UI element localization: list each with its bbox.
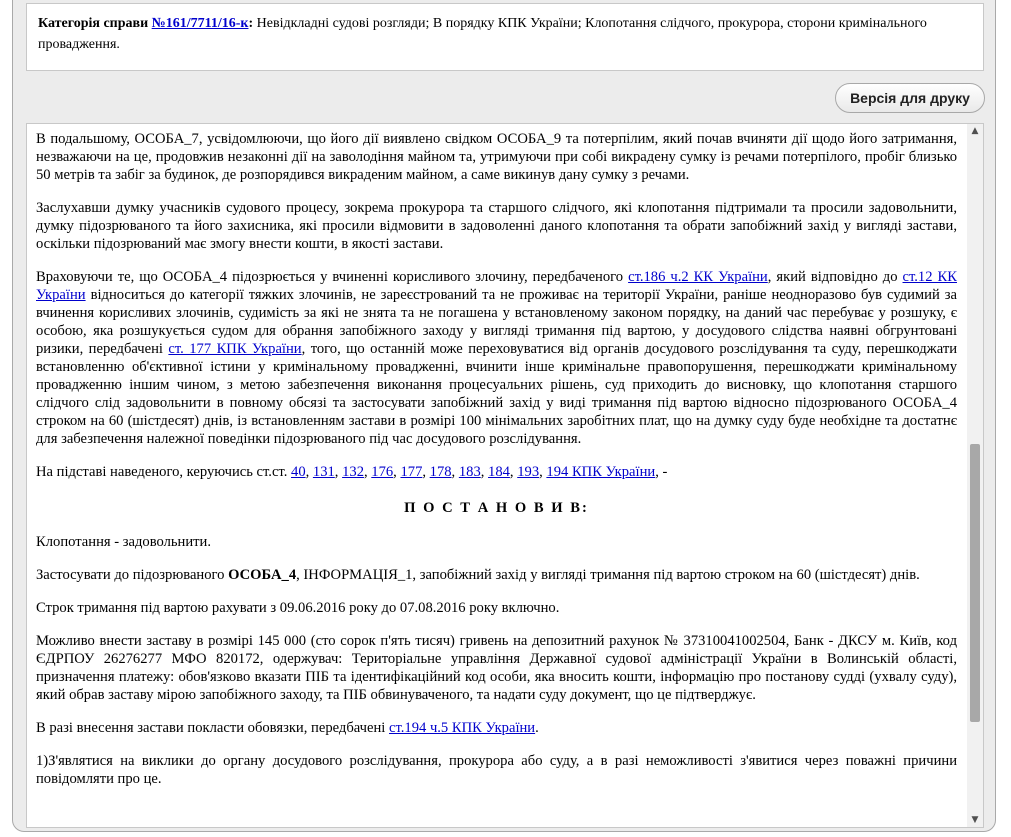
paragraph-7: Строк тримання під вартою рахувати з 09.06.2016 року до 07.08.2016 року включно. xyxy=(36,600,560,616)
paragraph-3-text-c: відноситься до категорії тяжких злочинів, не зареєстрований та не проживає на території України, раніше неодноразово був судимий за вчинення корисливих злочинів, судимість за які не знята та не погашена у встановленому законом порядку, на даний час перебуває у розшуку, є особою, яка розшукується судом для обрання запобіжного заходу у вигляді тримання під вартою, у досудового слідства наявні обгрунтовані ризики, передбачені xyxy=(36,287,957,357)
article-link[interactable]: 132 xyxy=(342,464,364,480)
paragraph-6 xyxy=(36,566,957,584)
ruling-heading: П О С Т А Н О В И В: xyxy=(404,500,589,516)
suspect-name: ОСОБА_4 xyxy=(228,567,297,583)
document-text xyxy=(36,130,957,803)
law-link-194-5[interactable]: ст.194 ч.5 КПК України xyxy=(389,720,536,736)
vertical-scrollbar[interactable] xyxy=(967,124,983,827)
article-link-separator: , xyxy=(305,464,313,480)
case-category-text: Невідкладні судові розгляди; В порядку КПК України; Клопотання слідчого, прокурора, сторони кримінального провадження. xyxy=(38,16,927,52)
article-link-separator: , xyxy=(509,464,518,480)
paragraph-10: 1)З'являтися на виклики до органу досудового розслідування, прокурора або суду, а в разі неможливості з'явитися через поважні причини повідомляти про це. xyxy=(36,753,957,787)
paragraph-4-end: , - xyxy=(655,464,668,480)
case-category-label: Категорія справи xyxy=(38,16,149,31)
article-link[interactable]: 183 xyxy=(458,464,481,480)
paragraph-3-text-d: , того, що останній може переховуватися від органів досудового розслідування та суду, перешкоджати встановленню об'єктивної істини у кримінальному провадженні, вчинити інше кримінальне правопорушення, перешкоджати кримінальному провадженню іншим чином, з метою забезпечення виконання процесуальних рішень, суд приходить до висновку, що клопотання старшого слідчого слід задовольнити в повному обсязі та застосувати запобіжний захід у виді тримання під вартою відносно підозрюваного ОСОБА_4 строком на 60 (шістдесят) днів, із встановленням застави в розмірі 100 мінімальних заробітних плат, що на думку суду буде необхідне та достатнє для забезпечення належної поведінки підозрюваного під час досудового розслідування. xyxy=(36,341,958,447)
paragraph-9 xyxy=(36,719,957,737)
paragraph-3-text-b: , який відповідно до xyxy=(767,269,903,285)
article-link-separator: , xyxy=(393,464,401,480)
article-link[interactable]: 176 xyxy=(371,464,394,480)
paragraph-6-text-a: Застосувати до підозрюваного xyxy=(36,567,229,583)
case-number-link[interactable]: №161/7711/16-к xyxy=(151,16,249,31)
article-link[interactable]: 40 xyxy=(291,464,306,480)
paragraph-3-text-a: Враховуючи те, що ОСОБА_4 підозрюється у вчиненні корисливого злочину, передбаченого xyxy=(36,269,629,285)
law-link-177[interactable]: ст. 177 КПК України xyxy=(168,341,302,357)
paragraph-9-text-a: В разі внесення застави покласти обовязки, передбачені xyxy=(36,720,389,736)
paragraph-1: В подальшому, ОСОБА_7, усвідомлюючи, що його дії виявлено свідком ОСОБА_9 та потерпілим, який почав вчиняти дії щодо його затримання, незважаючи на це, продовжив незаконні дії на заволодіння майном та, утримуючи при собі викрадену сумку із речами потерпілого, пробіг близько 50 метрів та забіг за будинок, де розпорядився викраденим майном, а саме викинув дану сумку з речами. xyxy=(36,131,957,183)
article-link[interactable]: 177 xyxy=(400,464,423,480)
article-link[interactable]: 193 xyxy=(517,464,540,480)
article-link-separator: , xyxy=(363,464,372,480)
case-category-box xyxy=(26,3,984,71)
paragraph-2: Заслухавши думку учасників судового процесу, зокрема прокурора та старшого слідчого, які клопотання підтримали та просили задовольнити, думку підозрюваного та його захисника, які просили відмовити в задоволенні даного клопотання та обрати запобіжний захід у вигляді застави, оскільки підозрюваний має змогу внести кошти, в якості застави. xyxy=(36,200,957,252)
paragraph-3 xyxy=(36,268,957,448)
article-link[interactable]: 194 КПК України xyxy=(546,464,656,480)
document-content-panel[interactable] xyxy=(26,123,984,828)
article-links xyxy=(291,464,655,480)
article-link[interactable]: 184 xyxy=(488,464,510,480)
paragraph-5: Клопотання - задовольнити. xyxy=(36,534,212,550)
law-link-186[interactable]: ст.186 ч.2 КК України xyxy=(628,269,768,285)
article-link-separator: , xyxy=(480,464,489,480)
paragraph-8: Можливо внести заставу в розмірі 145 000 (сто сорок п'ять тисяч) гривень на депозитний рахунок № 37310041002504, Банк - ДКСУ м. Київ, код ЄДРПОУ 26276277 МФО 820172, одержувач: Територіальне управління Державної судової адміністрації України в Волинській області, призначення платежу: обов'язково вказати ПІБ та ідентифікаційний код особи, яка вносить кошти, інформацію про постанову судді (ухвалу суду), який обрав заставу мірою запобіжного заходу, та ПІБ обвинуваченого, та надати суду документ, що це підтверджує. xyxy=(36,633,957,703)
law-link-12[interactable]: ст.12 КК України xyxy=(36,269,957,303)
scroll-down-arrow-icon[interactable]: ▼ xyxy=(971,815,979,825)
paragraph-9-text-b: . xyxy=(535,720,539,736)
case-category-colon: : xyxy=(248,16,254,31)
article-link-separator: , xyxy=(451,464,459,480)
scroll-up-arrow-icon[interactable]: ▲ xyxy=(971,126,979,136)
paragraph-4 xyxy=(36,463,957,481)
scrollbar-thumb[interactable] xyxy=(970,444,980,722)
article-link-separator: , xyxy=(422,464,430,480)
print-version-button[interactable]: Версія для друку xyxy=(835,83,985,113)
paragraph-4-text: На підставі наведеного, керуючись ст.ст. xyxy=(36,464,292,480)
paragraph-6-text-b: , ІНФОРМАЦІЯ_1, запобіжний захід у вигляді тримання під вартою строком на 60 (шістдесят) днів. xyxy=(296,567,920,583)
article-link[interactable]: 131 xyxy=(312,464,335,480)
article-link[interactable]: 178 xyxy=(429,464,452,480)
article-link-separator: , xyxy=(539,464,547,480)
article-link-separator: , xyxy=(334,464,343,480)
